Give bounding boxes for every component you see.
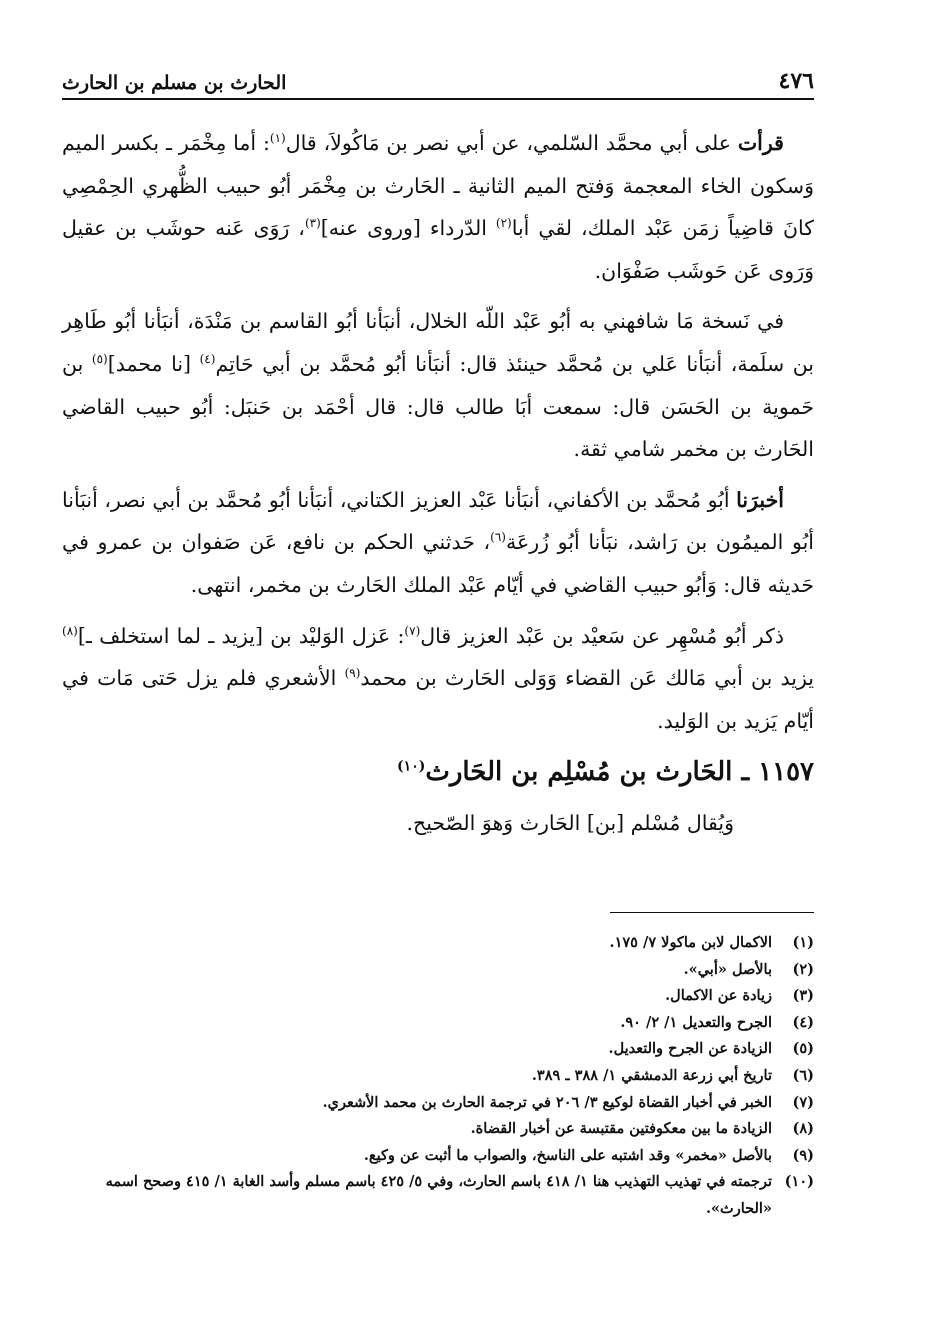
footnote-ref[interactable]: (٨) — [62, 623, 78, 638]
footnote: (٣) زيادة عن الاكمال. — [665, 987, 814, 1005]
running-header — [62, 62, 814, 100]
footnote-ref[interactable]: (٢) — [495, 216, 512, 231]
paragraph-1: قرأت على أبي محمَّد السّلمي، عن أبي نصر بن مَاكُولاَ، قال$^{(١)}$: أما مِخْمَر ـ بكسر الميم وَسكون الخاء المعجمة وَفتح الميم الثانية ـ الحَارث بن مِخْمَر أبُو حبيب الظُّهري الحِمْصِي كانَ قاضِياً زمَن عَبْد الملك، لقي أبا$^{(٢)}$ الدّرداء [وروى عنه]$^{(٣)}$، رَوَى عَنه حوشَب بن عقيل وَرَوى عَن حَوشَب صَفْوَان. — [62, 131, 815, 283]
footnote-divider — [610, 912, 814, 913]
footnote-ref[interactable]: (٦) — [490, 530, 506, 545]
main-text — [62, 122, 814, 844]
paragraph-3: أخبرَنا أبُو مُحمَّد بن الأكفاني، أنبَأنا عَبْد العزيز الكتاني، أنبَأنا أبُو مُحمَّد بن أبي نصر، أنبَأنا أبُو الميمُون بن رَاشد، نبَأنا أبُو زُرعَة$^{(٦)}$، حَدثني الحكم بن نافع، عَن صَفوان بن عمرو في حَديثه قال: وَأبُو حبيب القاضي في أيّام عَبْد الملك الحَارث بن مخمر، انتهى. — [62, 487, 814, 597]
footnote: (١٠) ترجمته في تهذيب التهذيب هنا ١/ ٤١٨ باسم الحارث، وفي ٥/ ٤٢٥ باسم مسلم وأسد الغابة ١/ ٤١٥ وصحح اسمه «الحارث». — [105, 1173, 814, 1217]
footnote-ref[interactable]: (٩) — [344, 666, 361, 681]
footnote: (٤) الجرح والتعديل ١/ ٢/ ٩٠. — [620, 1013, 814, 1031]
footnote-ref[interactable]: (١٠) — [397, 758, 426, 775]
footnote: (٢) بالأصل «أبي». — [683, 960, 814, 978]
footnote: (١) الاكمال لابن ماكولا ٧/ ١٧٥. — [609, 934, 814, 951]
footnote: (٦) تاريخ أبي زرعة الدمشقي ١/ ٣٨٨ ـ ٣٨٩. — [531, 1066, 814, 1084]
footnotes — [62, 930, 814, 1223]
footnote: (٥) الزيادة عن الجرح والتعديل. — [608, 1040, 814, 1058]
entry-subtitle: وَيُقال مُسْلم [بن] الحَارث وَهوَ الصّحيح. — [406, 811, 734, 836]
running-title: الحارث بن مسلم بن الحارث — [62, 72, 287, 94]
footnote-ref[interactable]: (١) — [269, 131, 286, 146]
footnote: (٨) الزيادة ما بين معكوفتين مقتبسة عن أخبار القضاة. — [470, 1120, 814, 1138]
paragraph-4: ذكر أبُو مُسْهِر عن سَعيْد بن عَبْد العزيز قال$^{(٧)}$: عَزل الوَليْد بن [يزيد ـ لما استخلف ـ]$^{(٨)}$ يزيد بن أبي مَالك عَن القضاء وَوَلى الحَارث بن محمد$^{(٩)}$ الأشعري فلم يزل حَتى مَات في أيّام يَزيد بن الوَليد. — [62, 623, 814, 733]
footnote-ref[interactable]: (٥) — [91, 352, 108, 367]
entry-heading: ١١٥٧ ـ الحَارث بن مُسْلِم بن الحَارث$^{(١٠)}$ — [397, 757, 814, 788]
footnote-ref[interactable]: (٤) — [199, 352, 216, 367]
footnote: (٩) بالأصل «مخمر» وقد اشتبه على الناسخ، والصواب ما أثبت عن وكيع. — [363, 1146, 814, 1164]
footnote-ref[interactable]: (٧) — [404, 623, 421, 638]
footnote-ref[interactable]: (٣) — [304, 216, 321, 231]
lead-word: قرأت — [737, 131, 784, 155]
footnote: (٧) الخبر في أخبار القضاة لوكيع ٣/ ٢٠٦ في ترجمة الحارث بن محمد الأشعري. — [322, 1093, 814, 1111]
paragraph-2: في نَسخة مَا شافهني به أبُو عَبْد اللّه الخلال، أنبَأنا أبُو القاسم بن مَنْدَة، أنبَأنا أبُو طَاهِر بن سلَمة، أنبَأنا عَلي بن مُحمَّد حينئذ قال: أنبَأنا أبُو مُحمَّد بن أبي حَاتِم$^{(٤)}$ [نا محمد]$^{(٥)}$ بن حَموية بن الحَسَن قال: سمعت أبَا طالب قال: قال أحْمَد بن حَنبَل: أبُو حبيب القاضي الحَارث بن مخمر شامي ثقة. — [62, 309, 814, 462]
page-number: ٤٧٦ — [778, 68, 814, 94]
lead-word: أخبرَنا — [736, 487, 784, 512]
